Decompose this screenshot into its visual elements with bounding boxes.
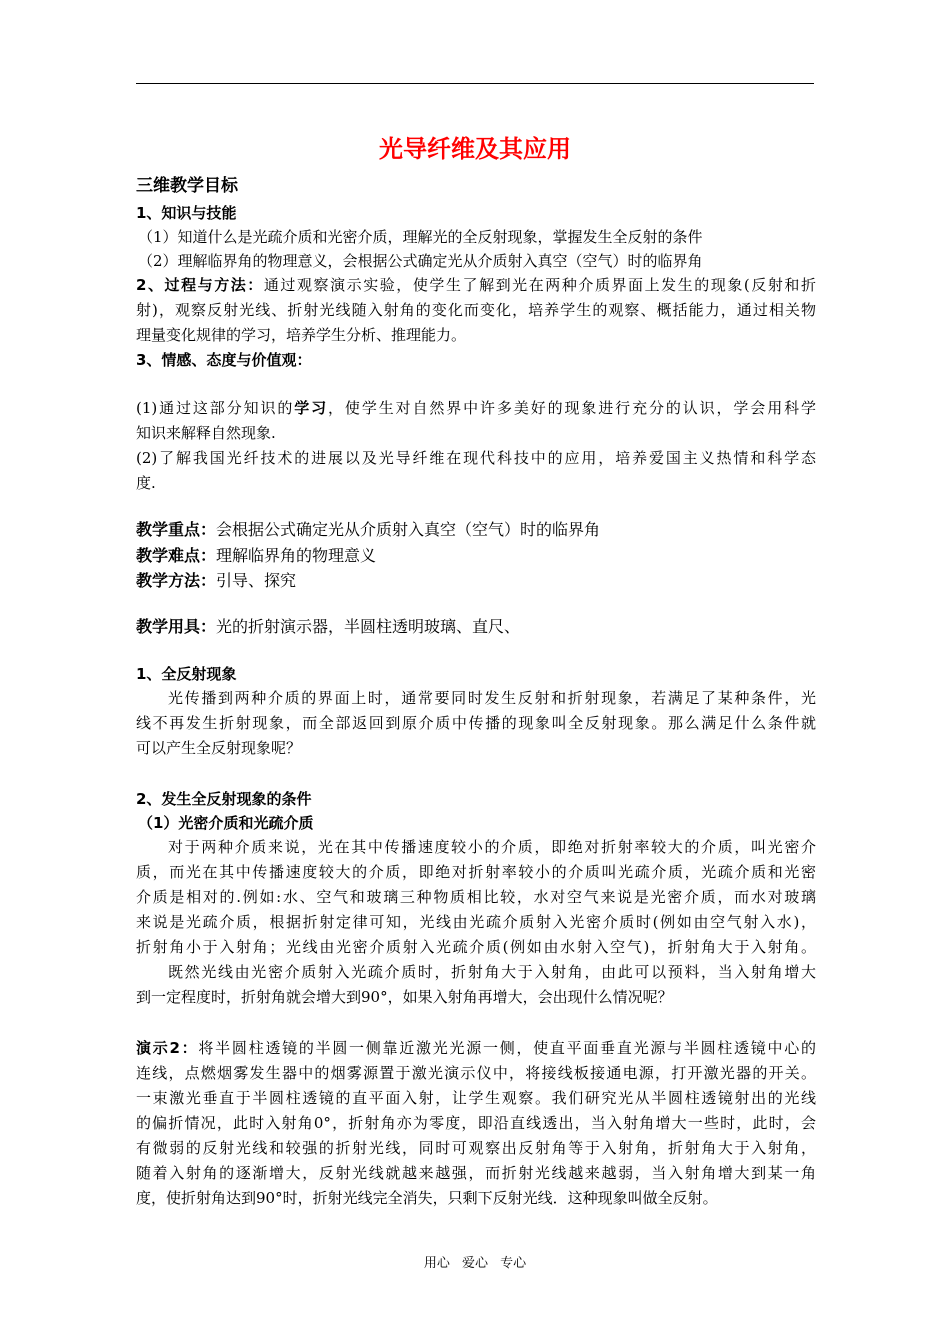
emotion-text: ，使学生对自然界中许多美好的现象进行充分的认识，学会用科学 — [328, 399, 816, 417]
emotion-text: (1)通过这部分知识的 — [136, 399, 295, 417]
tools-text: 光的折射演示器，半圆柱透明玻璃、直尺、 — [216, 617, 521, 636]
difficulty-point — [136, 546, 816, 566]
section-2-p2-line-2: 到一定程度时，折射角就会增大到90°，如果入射角再增大，会出现什么情况呢？ — [136, 988, 673, 1006]
process-line-3: 理量变化规律的学习，培养学生分析、推理能力。 — [136, 326, 467, 344]
demo-line-1 — [136, 1038, 816, 1058]
method-text: 引导、探究 — [216, 571, 297, 590]
emotion-item-1-line-2: 知识来解释自然现象. — [136, 424, 276, 442]
knowledge-item-1: （1）知道什么是光疏介质和光密介质，理解光的全反射现象，掌握发生全反射的条件 — [138, 228, 703, 246]
section-2-p1-line-3: 介质是相对的.例如:水、空气和玻璃三种物质相比较，水对空气来说是光密介质，而水对玻璃 — [136, 888, 816, 906]
page-footer: 用心 爱心 专心 — [423, 1256, 527, 1271]
section-2-subheading: （1）光密介质和光疏介质 — [138, 814, 314, 832]
section-2-p1-line-1: 对于两种介质来说，光在其中传播速度较小的介质，即绝对折射率较大的介质，叫光密介 — [168, 838, 816, 856]
difficulty-text: 理解临界角的物理意义 — [216, 546, 377, 565]
key-label: 教学重点： — [136, 520, 217, 539]
demo-line-6: 随着入射角的逐渐增大，反射光线就越来越强，而折射光线越来越弱，当入射角增大到某一角 — [136, 1164, 816, 1182]
difficulty-label: 教学难点： — [136, 546, 217, 565]
demo-text: 将半圆柱透镜的半圆一侧靠近激光光源一侧，使直平面垂直光源与半圆柱透镜中心的 — [198, 1039, 817, 1057]
emotion-item-1-line-1 — [136, 398, 816, 418]
teaching-tools — [136, 617, 816, 637]
emotion-emphasis: 学习 — [294, 399, 329, 417]
demo-line-4: 的偏折情况，此时入射角0°，折射角亦为零度，即沿直线透出，当入射角增大一些时，此时，会 — [136, 1114, 816, 1132]
section-1-line-3: 可以产生全反射现象呢？ — [136, 739, 302, 757]
section-2-p1-line-4: 来说是光疏介质，根据折射定律可知，光线由光疏介质射入光密介质时(例如由空气射入水)， — [136, 913, 816, 931]
section-2-p1-line-5: 折射角小于入射角；光线由光密介质射入光疏介质(例如由水射入空气)，折射角大于入射角。 — [136, 938, 816, 956]
demo-line-5: 有微弱的反射光线和较强的折射光线，同时可观察出反射角等于入射角，折射角大于入射角， — [136, 1139, 816, 1157]
section-2-p2-line-1: 既然光线由光密介质射入光疏介质时，折射角大于入射角，由此可以预料，当入射角增大 — [168, 963, 816, 981]
demo-line-3: 一束激光垂直于半圆柱透镜的直平面入射，让学生观察。我们研究光从半圆柱透镜射出的光线 — [136, 1089, 816, 1107]
emotion-heading: 3、情感、态度与价值观： — [136, 351, 312, 369]
demo-line-7: 度，使折射角达到90°时，折射光线完全消失，只剩下反射光线．这种现象叫做全反射。 — [136, 1189, 718, 1207]
process-text: 通过观察演示实验，使学生了解到光在两种介质界面上发生的现象(反射和折 — [263, 276, 816, 294]
key-point — [136, 520, 816, 540]
knowledge-heading: 1、知识与技能 — [136, 204, 237, 222]
objectives-heading: 三维教学目标 — [136, 176, 238, 196]
process-line-1 — [136, 275, 816, 295]
method-label: 教学方法： — [136, 571, 217, 590]
teaching-method — [136, 571, 816, 591]
process-label: 2、过程与方法： — [136, 276, 264, 294]
section-1-line-2: 线不再发生折射现象，而全部返回到原介质中传播的现象叫全反射现象。那么满足什么条件就 — [136, 714, 816, 732]
emotion-item-2-line-1: (2)了解我国光纤技术的进展以及光导纤维在现代科技中的应用，培养爱国主义热情和科学态 — [136, 449, 816, 467]
section-1-heading: 1、全反射现象 — [136, 665, 237, 683]
process-line-2: 射)，观察反射光线、折射光线随入射角的变化而变化，培养学生的观察、概括能力，通过相关物 — [136, 301, 816, 319]
knowledge-item-2: （2）理解临界角的物理意义，会根据公式确定光从介质射入真空（空气）时的临界角 — [138, 252, 703, 270]
section-2-heading: 2、发生全反射现象的条件 — [136, 790, 312, 808]
header-rule — [136, 83, 814, 84]
section-2-p1-line-2: 质，而光在其中传播速度较大的介质，即绝对折射率较小的介质叫光疏介质，光疏介质和光密 — [136, 863, 816, 881]
document-title: 光导纤维及其应用 — [379, 135, 571, 163]
emotion-item-2-line-2: 度. — [136, 474, 156, 492]
tools-label: 教学用具： — [136, 617, 217, 636]
demo-line-2: 连线，点燃烟雾发生器中的烟雾源置于激光演示仪中，将接线板接通电源，打开激光器的开关。 — [136, 1064, 816, 1082]
key-text: 会根据公式确定光从介质射入真空（空气）时的临界角 — [216, 520, 601, 539]
section-1-line-1: 光传播到两种介质的界面上时，通常要同时发生反射和折射现象，若满足了某种条件，光 — [168, 689, 816, 707]
demo-label: 演示2： — [136, 1039, 199, 1057]
